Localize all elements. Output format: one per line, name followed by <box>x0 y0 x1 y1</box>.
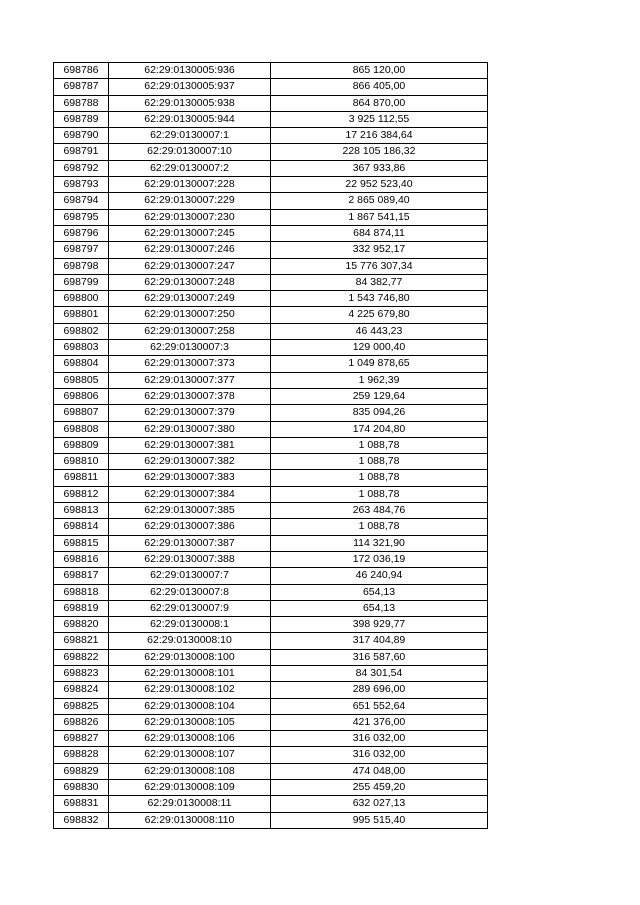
cadastral-number-cell: 62:29:0130008:107 <box>109 747 271 763</box>
value-cell: 255 459,20 <box>271 780 488 796</box>
row-number-cell: 698826 <box>54 714 109 730</box>
table-row <box>54 731 488 747</box>
row-number-cell: 698821 <box>54 633 109 649</box>
cadastral-number-cell: 62:29:0130007:373 <box>109 356 271 372</box>
row-number-cell: 698794 <box>54 193 109 209</box>
value-cell: 474 048,00 <box>271 763 488 779</box>
cadastral-number-cell: 62:29:0130008:104 <box>109 698 271 714</box>
cadastral-number-cell: 62:29:0130005:938 <box>109 95 271 111</box>
row-number-cell: 698823 <box>54 665 109 681</box>
cadastral-number-cell: 62:29:0130007:8 <box>109 584 271 600</box>
cadastral-number-cell: 62:29:0130008:109 <box>109 780 271 796</box>
cadastral-number-cell: 62:29:0130007:381 <box>109 437 271 453</box>
cadastral-number-cell: 62:29:0130005:944 <box>109 111 271 127</box>
value-cell: 1 088,78 <box>271 519 488 535</box>
cadastral-number-cell: 62:29:0130007:377 <box>109 372 271 388</box>
cadastral-number-cell: 62:29:0130007:250 <box>109 307 271 323</box>
table-row <box>54 79 488 95</box>
cadastral-number-cell: 62:29:0130008:100 <box>109 649 271 665</box>
cadastral-number-cell: 62:29:0130007:3 <box>109 340 271 356</box>
cadastral-number-cell: 62:29:0130008:102 <box>109 682 271 698</box>
cadastral-number-cell: 62:29:0130007:228 <box>109 177 271 193</box>
table-row <box>54 128 488 144</box>
table-row <box>54 780 488 796</box>
value-cell: 316 032,00 <box>271 747 488 763</box>
cadastral-number-cell: 62:29:0130007:245 <box>109 225 271 241</box>
value-cell: 421 376,00 <box>271 714 488 730</box>
value-cell: 332 952,17 <box>271 242 488 258</box>
table-row <box>54 617 488 633</box>
table-row <box>54 600 488 616</box>
table-row <box>54 209 488 225</box>
table-row <box>54 584 488 600</box>
cadastral-number-cell: 62:29:0130007:384 <box>109 486 271 502</box>
value-cell: 367 933,86 <box>271 160 488 176</box>
table-row <box>54 568 488 584</box>
value-cell: 684 874,11 <box>271 225 488 241</box>
cadastral-number-cell: 62:29:0130007:258 <box>109 323 271 339</box>
value-cell: 17 216 384,64 <box>271 128 488 144</box>
value-cell: 866 405,00 <box>271 79 488 95</box>
table-body <box>54 63 488 829</box>
cadastral-number-cell: 62:29:0130008:10 <box>109 633 271 649</box>
cadastral-number-cell: 62:29:0130007:2 <box>109 160 271 176</box>
table-row <box>54 796 488 812</box>
row-number-cell: 698809 <box>54 437 109 453</box>
row-number-cell: 698807 <box>54 405 109 421</box>
value-cell: 22 952 523,40 <box>271 177 488 193</box>
table-row <box>54 388 488 404</box>
row-number-cell: 698787 <box>54 79 109 95</box>
table-row <box>54 258 488 274</box>
table-row <box>54 486 488 502</box>
row-number-cell: 698814 <box>54 519 109 535</box>
table-row <box>54 323 488 339</box>
value-cell: 835 094,26 <box>271 405 488 421</box>
row-number-cell: 698827 <box>54 731 109 747</box>
row-number-cell: 698813 <box>54 503 109 519</box>
cadastral-number-cell: 62:29:0130007:229 <box>109 193 271 209</box>
value-cell: 1 543 746,80 <box>271 291 488 307</box>
value-cell: 632 027,13 <box>271 796 488 812</box>
value-cell: 15 776 307,34 <box>271 258 488 274</box>
table-row <box>54 649 488 665</box>
value-cell: 1 088,78 <box>271 454 488 470</box>
value-cell: 174 204,80 <box>271 421 488 437</box>
cadastral-number-cell: 62:29:0130007:386 <box>109 519 271 535</box>
row-number-cell: 698804 <box>54 356 109 372</box>
cadastral-number-cell: 62:29:0130007:1 <box>109 128 271 144</box>
cadastral-number-cell: 62:29:0130007:385 <box>109 503 271 519</box>
row-number-cell: 698786 <box>54 63 109 79</box>
table-row <box>54 470 488 486</box>
cadastral-number-cell: 62:29:0130007:379 <box>109 405 271 421</box>
cadastral-number-cell: 62:29:0130008:110 <box>109 812 271 828</box>
cadastral-number-cell: 62:29:0130008:106 <box>109 731 271 747</box>
value-cell: 172 036,19 <box>271 551 488 567</box>
row-number-cell: 698832 <box>54 812 109 828</box>
value-cell: 4 225 679,80 <box>271 307 488 323</box>
table-row <box>54 95 488 111</box>
cadastral-number-cell: 62:29:0130007:378 <box>109 388 271 404</box>
row-number-cell: 698819 <box>54 600 109 616</box>
cadastral-number-cell: 62:29:0130007:7 <box>109 568 271 584</box>
row-number-cell: 698830 <box>54 780 109 796</box>
value-cell: 2 865 089,40 <box>271 193 488 209</box>
row-number-cell: 698800 <box>54 291 109 307</box>
row-number-cell: 698806 <box>54 388 109 404</box>
table-row <box>54 274 488 290</box>
value-cell: 1 049 878,65 <box>271 356 488 372</box>
row-number-cell: 698802 <box>54 323 109 339</box>
row-number-cell: 698798 <box>54 258 109 274</box>
cadastral-number-cell: 62:29:0130007:9 <box>109 600 271 616</box>
row-number-cell: 698818 <box>54 584 109 600</box>
value-cell: 865 120,00 <box>271 63 488 79</box>
value-cell: 654,13 <box>271 600 488 616</box>
cadastral-number-cell: 62:29:0130005:937 <box>109 79 271 95</box>
table-row <box>54 714 488 730</box>
cadastral-number-cell: 62:29:0130007:249 <box>109 291 271 307</box>
table-row <box>54 763 488 779</box>
cadastral-number-cell: 62:29:0130007:230 <box>109 209 271 225</box>
table-row <box>54 160 488 176</box>
table-row <box>54 747 488 763</box>
row-number-cell: 698795 <box>54 209 109 225</box>
cadastral-number-cell: 62:29:0130008:101 <box>109 665 271 681</box>
table-row <box>54 503 488 519</box>
value-cell: 84 301,54 <box>271 665 488 681</box>
row-number-cell: 698816 <box>54 551 109 567</box>
table-row <box>54 519 488 535</box>
row-number-cell: 698810 <box>54 454 109 470</box>
value-cell: 129 000,40 <box>271 340 488 356</box>
value-cell: 1 962,39 <box>271 372 488 388</box>
table-row <box>54 356 488 372</box>
row-number-cell: 698828 <box>54 747 109 763</box>
table-row <box>54 454 488 470</box>
table-row <box>54 633 488 649</box>
table-row <box>54 698 488 714</box>
row-number-cell: 698825 <box>54 698 109 714</box>
cadastral-value-table <box>53 62 488 829</box>
value-cell: 3 925 112,55 <box>271 111 488 127</box>
value-cell: 263 484,76 <box>271 503 488 519</box>
row-number-cell: 698788 <box>54 95 109 111</box>
table-row <box>54 63 488 79</box>
table-row <box>54 340 488 356</box>
cadastral-number-cell: 62:29:0130007:383 <box>109 470 271 486</box>
row-number-cell: 698808 <box>54 421 109 437</box>
value-cell: 1 088,78 <box>271 470 488 486</box>
value-cell: 46 240,94 <box>271 568 488 584</box>
row-number-cell: 698822 <box>54 649 109 665</box>
cadastral-number-cell: 62:29:0130008:108 <box>109 763 271 779</box>
value-cell: 289 696,00 <box>271 682 488 698</box>
cadastral-number-cell: 62:29:0130007:382 <box>109 454 271 470</box>
cadastral-number-cell: 62:29:0130007:387 <box>109 535 271 551</box>
cadastral-number-cell: 62:29:0130007:247 <box>109 258 271 274</box>
value-cell: 114 321,90 <box>271 535 488 551</box>
value-cell: 317 404,89 <box>271 633 488 649</box>
row-number-cell: 698792 <box>54 160 109 176</box>
row-number-cell: 698803 <box>54 340 109 356</box>
row-number-cell: 698790 <box>54 128 109 144</box>
row-number-cell: 698799 <box>54 274 109 290</box>
row-number-cell: 698791 <box>54 144 109 160</box>
table-row <box>54 682 488 698</box>
row-number-cell: 698820 <box>54 617 109 633</box>
row-number-cell: 698817 <box>54 568 109 584</box>
cadastral-number-cell: 62:29:0130007:380 <box>109 421 271 437</box>
row-number-cell: 698812 <box>54 486 109 502</box>
table-row <box>54 437 488 453</box>
table-row <box>54 193 488 209</box>
cadastral-number-cell: 62:29:0130008:11 <box>109 796 271 812</box>
value-cell: 1 088,78 <box>271 437 488 453</box>
table-row <box>54 242 488 258</box>
table-row <box>54 421 488 437</box>
value-cell: 316 032,00 <box>271 731 488 747</box>
row-number-cell: 698797 <box>54 242 109 258</box>
value-cell: 46 443,23 <box>271 323 488 339</box>
table-row <box>54 111 488 127</box>
value-cell: 316 587,60 <box>271 649 488 665</box>
row-number-cell: 698793 <box>54 177 109 193</box>
cadastral-number-cell: 62:29:0130008:1 <box>109 617 271 633</box>
table-row <box>54 144 488 160</box>
value-cell: 864 870,00 <box>271 95 488 111</box>
cadastral-number-cell: 62:29:0130008:105 <box>109 714 271 730</box>
table-row <box>54 405 488 421</box>
row-number-cell: 698796 <box>54 225 109 241</box>
value-cell: 995 515,40 <box>271 812 488 828</box>
table-row <box>54 307 488 323</box>
value-cell: 259 129,64 <box>271 388 488 404</box>
value-cell: 398 929,77 <box>271 617 488 633</box>
table-row <box>54 372 488 388</box>
row-number-cell: 698811 <box>54 470 109 486</box>
value-cell: 651 552,64 <box>271 698 488 714</box>
cadastral-number-cell: 62:29:0130005:936 <box>109 63 271 79</box>
cadastral-number-cell: 62:29:0130007:388 <box>109 551 271 567</box>
row-number-cell: 698801 <box>54 307 109 323</box>
value-cell: 1 867 541,15 <box>271 209 488 225</box>
value-cell: 228 105 186,32 <box>271 144 488 160</box>
value-cell: 654,13 <box>271 584 488 600</box>
row-number-cell: 698815 <box>54 535 109 551</box>
cadastral-number-cell: 62:29:0130007:10 <box>109 144 271 160</box>
table-row <box>54 177 488 193</box>
cadastral-number-cell: 62:29:0130007:246 <box>109 242 271 258</box>
cadastral-number-cell: 62:29:0130007:248 <box>109 274 271 290</box>
row-number-cell: 698824 <box>54 682 109 698</box>
table-row <box>54 225 488 241</box>
row-number-cell: 698789 <box>54 111 109 127</box>
value-cell: 1 088,78 <box>271 486 488 502</box>
table-row <box>54 551 488 567</box>
table-row <box>54 665 488 681</box>
row-number-cell: 698831 <box>54 796 109 812</box>
row-number-cell: 698829 <box>54 763 109 779</box>
value-cell: 84 382,77 <box>271 274 488 290</box>
table-row <box>54 535 488 551</box>
row-number-cell: 698805 <box>54 372 109 388</box>
table-row <box>54 291 488 307</box>
table-row <box>54 812 488 828</box>
